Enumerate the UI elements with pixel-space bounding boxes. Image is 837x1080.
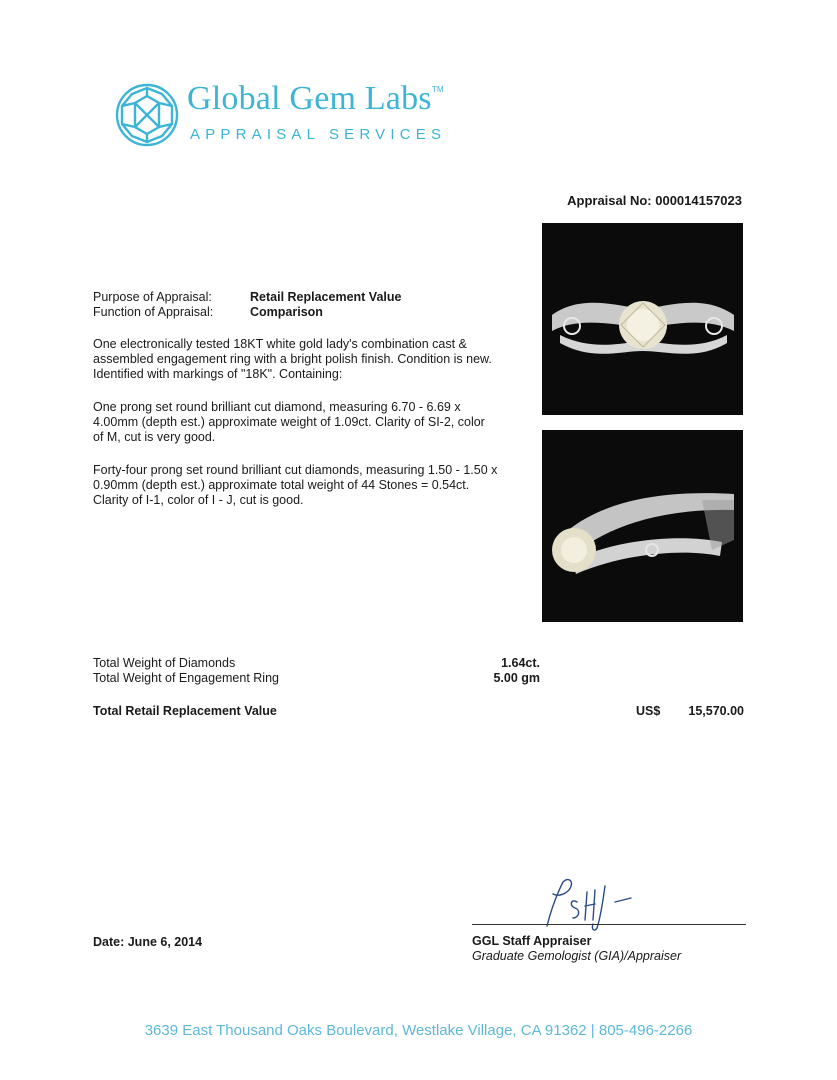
total-ring-value: 5.00 gm xyxy=(493,671,540,685)
side-stones-description: Forty-four prong set round brilliant cut diamonds, measuring 1.50 - 1.50 x 0.90mm (depth est.) approximate total weight of 44 Stones = 0.54ct. Clarity of I-1, color of I - J, cut is good. xyxy=(93,463,498,507)
total-ring-label: Total Weight of Engagement Ring xyxy=(93,671,279,685)
retail-value-label: Total Retail Replacement Value xyxy=(93,704,277,718)
appraiser-name: GGL Staff Appraiser xyxy=(472,934,592,948)
item-description: One electronically tested 18KT white gold lady's combination cast & assembled engagement ring with a bright polish finish. Condition is new. Identified with markings of "18K". Containing: xyxy=(93,337,492,381)
function-value: Comparison xyxy=(250,305,323,319)
total-diamonds-label: Total Weight of Diamonds xyxy=(93,656,236,670)
appraisal-date: Date: June 6, 2014 xyxy=(93,935,203,949)
retail-value-amount: 15,570.00 xyxy=(688,704,744,718)
function-label: Function of Appraisal: xyxy=(93,305,214,319)
diamond-logo-icon xyxy=(114,82,180,148)
purpose-value: Retail Replacement Value xyxy=(250,290,402,304)
brand-name: Global Gem Labs xyxy=(187,80,432,117)
ring-photo-front xyxy=(542,223,743,415)
footer-address: 3639 East Thousand Oaks Boulevard, Westlake Village, CA 91362 | 805-496-2266 xyxy=(144,1022,693,1039)
appraisal-number: Appraisal No: 000014157023 xyxy=(567,193,742,208)
total-diamonds-value: 1.64ct. xyxy=(501,656,540,670)
currency-label: US$ xyxy=(636,704,661,718)
trademark-mark: TM xyxy=(432,85,444,94)
signature-line xyxy=(472,924,746,925)
purpose-label: Purpose of Appraisal: xyxy=(93,290,212,304)
ring-photo-side xyxy=(542,430,743,622)
appraiser-signature xyxy=(535,872,645,932)
appraiser-title: Graduate Gemologist (GIA)/Appraiser xyxy=(472,949,682,963)
center-stone-description: One prong set round brilliant cut diamond, measuring 6.70 - 6.69 x 4.00mm (depth est.) approximate weight of 1.09ct. Clarity of SI-2, color of M, cut is very good. xyxy=(93,400,485,444)
brand-subtitle: APPRAISAL SERVICES xyxy=(190,126,447,143)
